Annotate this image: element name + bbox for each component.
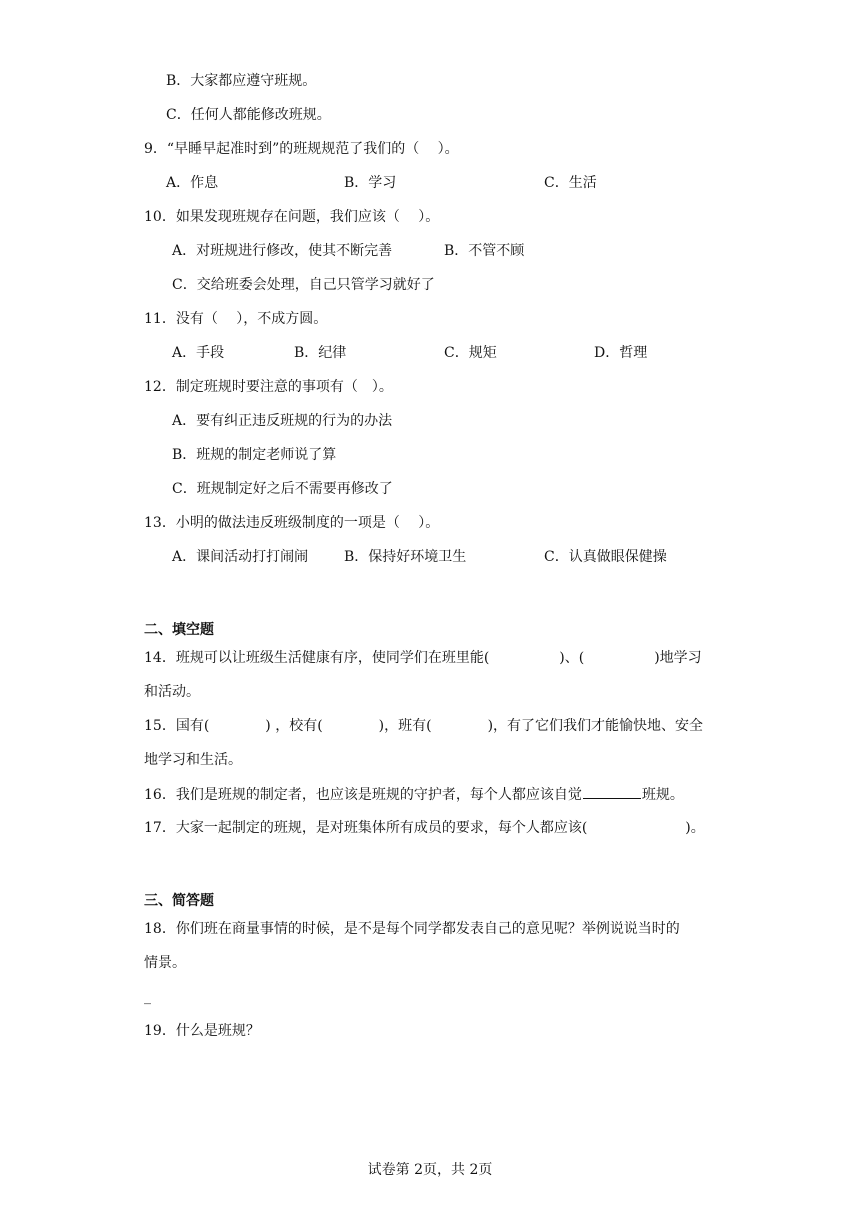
q10-option-a: A．对班规进行修改，使其不断完善 (172, 243, 393, 259)
q10-stem: 10．如果发现班规存在问题，我们应该（ ）。 (144, 209, 440, 225)
q16-text-after: 班规。 (641, 787, 684, 803)
q14-line-2: 和活动。 (144, 684, 200, 700)
q11-option-c: C．规矩 (444, 345, 497, 361)
q9-option-a: A．作息 (166, 175, 219, 191)
q17-line-1: 17．大家一起制定的班规，是对班集体所有成员的要求，每个人都应该( )。 (144, 820, 705, 836)
q13-option-b: B．保持好环境卫生 (344, 549, 467, 565)
q8-option-b: B．大家都应遵守班规。 (166, 73, 317, 89)
section-fill-in-heading: 二、填空题 (144, 622, 214, 638)
q15-line-1: 15．国有( ) ，校有( )，班有( )，有了它们我们才能愉快地、安全 (144, 718, 704, 734)
q14-line-1: 14．班规可以让班级生活健康有序，使同学们在班里能( )、( )地学习 (144, 650, 702, 666)
q18-line-2: 情景。 (144, 955, 186, 971)
q18-line-1: 18．你们班在商量事情的时候，是不是每个同学都发表自己的意见呢？举例说说当时的 (144, 921, 680, 937)
q9-stem: 9．“早睡早起准时到”的班规规范了我们的（ ）。 (144, 141, 459, 157)
q11-option-d: D．哲理 (594, 345, 648, 361)
q9-option-b: B．学习 (344, 175, 397, 191)
q16-answer-blank (583, 784, 641, 799)
q8-option-c: C．任何人都能修改班规。 (166, 107, 331, 123)
q11-stem: 11．没有（ ），不成方圆。 (144, 311, 328, 327)
q18-answer-mark: _ (144, 989, 151, 1005)
q13-option-a: A．课间活动打打闹闹 (172, 549, 309, 565)
q12-option-b: B．班规的制定老师说了算 (172, 447, 337, 463)
q19-stem: 19．什么是班规？ (144, 1023, 260, 1039)
q11-option-a: A．手段 (172, 345, 225, 361)
q15-line-2: 地学习和生活。 (144, 752, 242, 768)
q16-line (144, 784, 684, 804)
section-short-answer-heading: 三、简答题 (144, 893, 214, 909)
q10-option-c: C．交给班委会处理，自己只管学习就好了 (172, 277, 435, 293)
q16-text-before: 16．我们是班规的制定者，也应该是班规的守护者，每个人都应该自觉 (144, 787, 582, 803)
q12-option-c: C．班规制定好之后不需要再修改了 (172, 481, 393, 497)
q10-option-b: B．不管不顾 (444, 243, 525, 259)
q9-option-c: C．生活 (544, 175, 597, 191)
q13-stem: 13．小明的做法违反班级制度的一项是（ ）。 (144, 515, 440, 531)
q12-option-a: A．要有纠正违反班规的行为的办法 (172, 413, 393, 429)
q12-stem: 12．制定班规时要注意的事项有（ ）。 (144, 379, 393, 395)
q13-option-c: C．认真做眼保健操 (544, 549, 667, 565)
page-footer: 试卷第 2页，共 2页 (367, 1162, 493, 1178)
q11-option-b: B．纪律 (294, 345, 347, 361)
